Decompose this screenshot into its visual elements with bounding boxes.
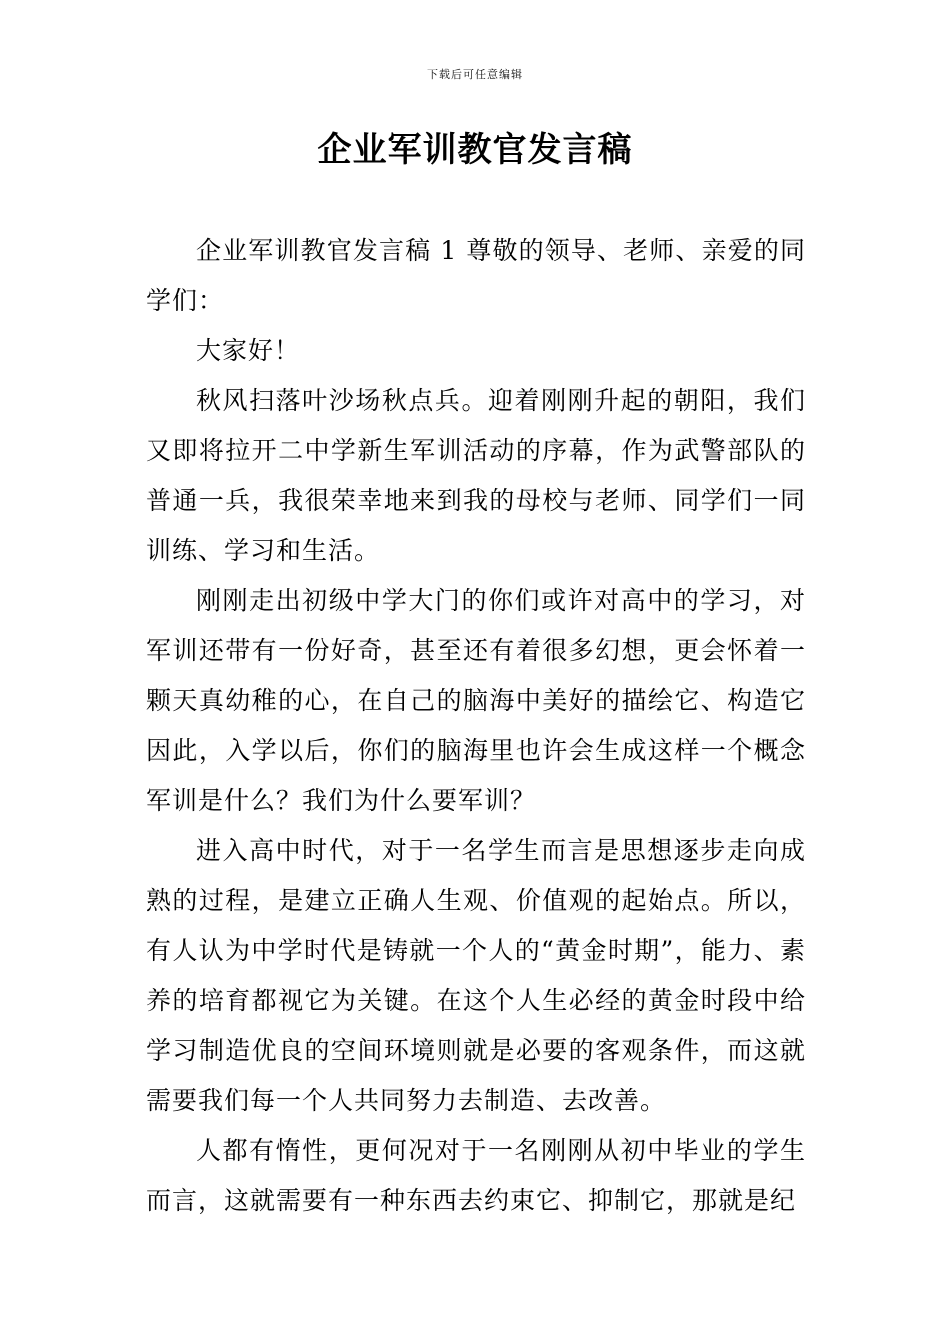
paragraph-5: 进入高中时代，对于一名学生而言是思想逐步走向成熟的过程，是建立正确人生观、价值观的起始点。所以，有人认为中学时代是铸就一个人的“黄金时期”，能力、素养的培育都视它为关键。在这个人生必经的黄金时段中给学习制造优良的空间环境则就是必要的客观条件，而这就需要我们每一个人共同努力去制造、去改善。: [146, 836, 806, 1115]
paragraph-6: 人都有惰性，更何况对于一名刚刚从初中毕业的学生而言，这就需要有一种东西去约束它、抑制它，那就是纪: [146, 1136, 806, 1215]
paragraph-2: 大家好！: [196, 336, 301, 365]
paragraph-3: 秋风扫落叶沙场秋点兵。迎着刚刚升起的朝阳，我们又即将拉开二中学新生军训活动的序幕，作为武警部队的普通一兵，我很荣幸地来到我的母校与老师、同学们一同训练、学习和生活。: [146, 386, 806, 565]
header-note: 下载后可任意编辑: [427, 68, 523, 81]
document-title: 企业军训教官发言稿: [317, 130, 633, 170]
paragraph-4: 刚刚走出初级中学大门的你们或许对高中的学习，对军训还带有一份好奇，甚至还有着很多幻想，更会怀着一颗天真幼稚的心，在自己的脑海中美好的描绘它、构造它因此，入学以后，你们的脑海里也许会生成这样一个概念军训是什么？我们为什么要军训？: [146, 586, 806, 815]
paragraph-1: 企业军训教官发言稿 1 尊敬的领导、老师、亲爱的同学们：: [146, 236, 806, 315]
document-body: [146, 226, 806, 1226]
